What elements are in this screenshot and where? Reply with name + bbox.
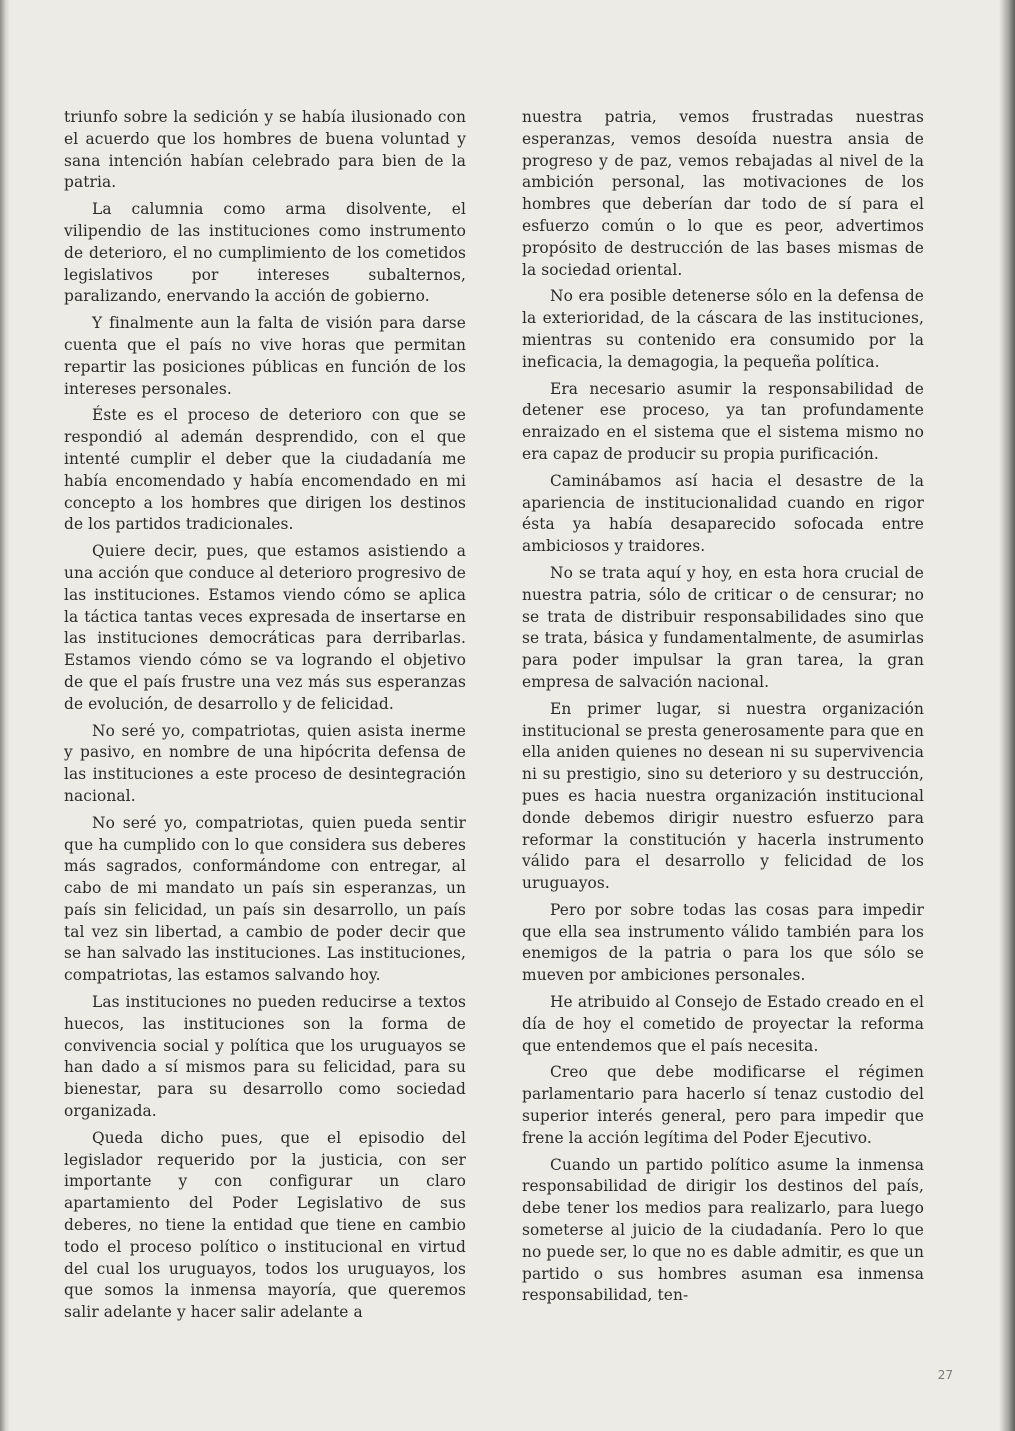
paragraph: triunfo sobre la sedición y se había ilusionado con el acuerdo que los hombres de buena voluntad y sana intención habían celebrado para bien de la patria.: [64, 108, 466, 192]
right-column: [522, 107, 924, 1347]
paragraph: Creo que debe modificarse el régimen parlamentario para hacerlo sí tenaz custodio del superior interés general, pero para impedir que frene la acción legítima del Poder Ejecutivo.: [522, 1063, 924, 1147]
left-column: [64, 107, 466, 1347]
paragraph: Quiere decir, pues, que estamos asistiendo a una acción que conduce al deterioro progresivo de las instituciones. Estamos viendo cómo se aplica la táctica tantas veces expresada de insertarse en las instituciones democráticas para derribarlas. Estamos viendo cómo se va logrando el objetivo de que el país frustre una vez más sus esperanzas de evolución, de desarrollo y de felicidad.: [64, 542, 466, 713]
document-page: [64, 107, 924, 1347]
paragraph: En primer lugar, si nuestra organización institucional se presta generosamente para que en ella aniden quienes no desean ni su supervivencia ni su prestigio, sino su deterioro y su destrucción, pues es hacia nuestra organización institucional donde debemos dirigir nuestro esfuerzo para reformar la constitución y hacerla instrumento válido para el desarrollo y felicidad de los uruguayos.: [522, 699, 924, 893]
paragraph: Caminábamos así hacia el desastre de la apariencia de institucionalidad cuando en rigor ésta ya había desaparecido sofocada entre ambiciosos y traidores.: [522, 471, 924, 556]
paragraph: Y finalmente aun la falta de visión para darse cuenta que el país no vive horas que permitan repartir las posiciones públicas en función de los intereses personales.: [64, 314, 466, 398]
paragraph: No seré yo, compatriotas, quien asista inerme y pasivo, en nombre de una hipócrita defensa de las instituciones a este proceso de desintegración nacional.: [64, 721, 466, 805]
paragraph: Pero por sobre todas las cosas para impedir que ella sea instrumento válido también para los enemigos de la patria o para los que sólo se mueven por ambiciones personales.: [522, 900, 924, 985]
paragraph: nuestra patria, vemos frustradas nuestras esperanzas, vemos desoída nuestra ansia de progreso y de paz, vemos rebajadas al nivel de la ambición personal, las motivaciones de los hombres que deberían dar todo de sí para el esfuerzo común o lo que es peor, advertimos propósito de destrucción de las bases mismas de la sociedad oriental.: [522, 108, 924, 279]
paragraph: Queda dicho pues, que el episodio del legislador requerido por la justicia, con ser importante y con configurar un claro apartamiento del Poder Legislativo de sus deberes, no tiene la entidad que tiene en cambio todo el proceso político o institucional en virtud del cual los uruguayos, todos los uruguayos, los que somos la inmensa mayoría, que queremos salir adelante y hacer salir adelante a: [64, 1128, 466, 1322]
scan-edge-left: [0, 0, 10, 1431]
paragraph: Éste es el proceso de deterioro con que se respondió al ademán desprendido, con el que intenté cumplir el deber que la ciudadanía me había encomendado y había encomendado en mi concepto a los hombres que dirigen los destinos de los partidos tradicionales.: [64, 406, 466, 534]
paragraph: Era necesario asumir la responsabilidad de detener ese proceso, ya tan profundamente enraizado en el sistema que el sistema mismo no era capaz de producir su propia purificación.: [522, 379, 924, 463]
paragraph: La calumnia como arma disolvente, el vilipendio de las instituciones como instrumento de deterioro, el no cumplimiento de los cometidos legislativos por intereses subalternos, paralizando, enervando la acción de gobierno.: [64, 200, 466, 306]
paragraph: Cuando un partido político asume la inmensa responsabilidad de dirigir los destinos del país, debe tener los medios para realizarlo, para luego someterse al juicio de la ciudadanía. Pero lo que no puede ser, lo que no es dable admitir, es que un partido o sus hombres asuman esa inmensa responsabilidad, ten-: [522, 1155, 924, 1305]
scan-edge-right: [999, 0, 1015, 1431]
paragraph: No se trata aquí y hoy, en esta hora crucial de nuestra patria, sólo de criticar o de censurar; no se trata de distribuir responsabilidades sino que se trata, básica y fundamentalmente, de asumirlas para poder impulsar la gran tarea, la gran empresa de salvación nacional.: [522, 563, 924, 691]
paragraph: Las instituciones no pueden reducirse a textos huecos, las instituciones son la forma de convivencia social y política que los uruguayos se han dado a sí mismos para su felicidad, para su bienestar, para su desarrollo como sociedad organizada.: [64, 993, 466, 1121]
page-number: 27: [937, 1368, 953, 1382]
paragraph: No era posible detenerse sólo en la defensa de la exterioridad, de la cáscara de las instituciones, mientras su contenido era consumido por la ineficacia, la demagogia, la pequeña política.: [522, 287, 924, 371]
paragraph: He atribuido al Consejo de Estado creado en el día de hoy el cometido de proyectar la reforma que entendemos que el país necesita.: [522, 993, 924, 1055]
paragraph: No seré yo, compatriotas, quien pueda sentir que ha cumplido con lo que considera sus deberes más sagrados, conformándome con entregar, al cabo de mi mandato un país sin esperanzas, un país sin felicidad, un país sin desarrollo, un país tal vez sin libertad, a cambio de poder decir que se han salvado las instituciones. Las instituciones, compatriotas, las estamos salvando hoy.: [64, 813, 466, 985]
